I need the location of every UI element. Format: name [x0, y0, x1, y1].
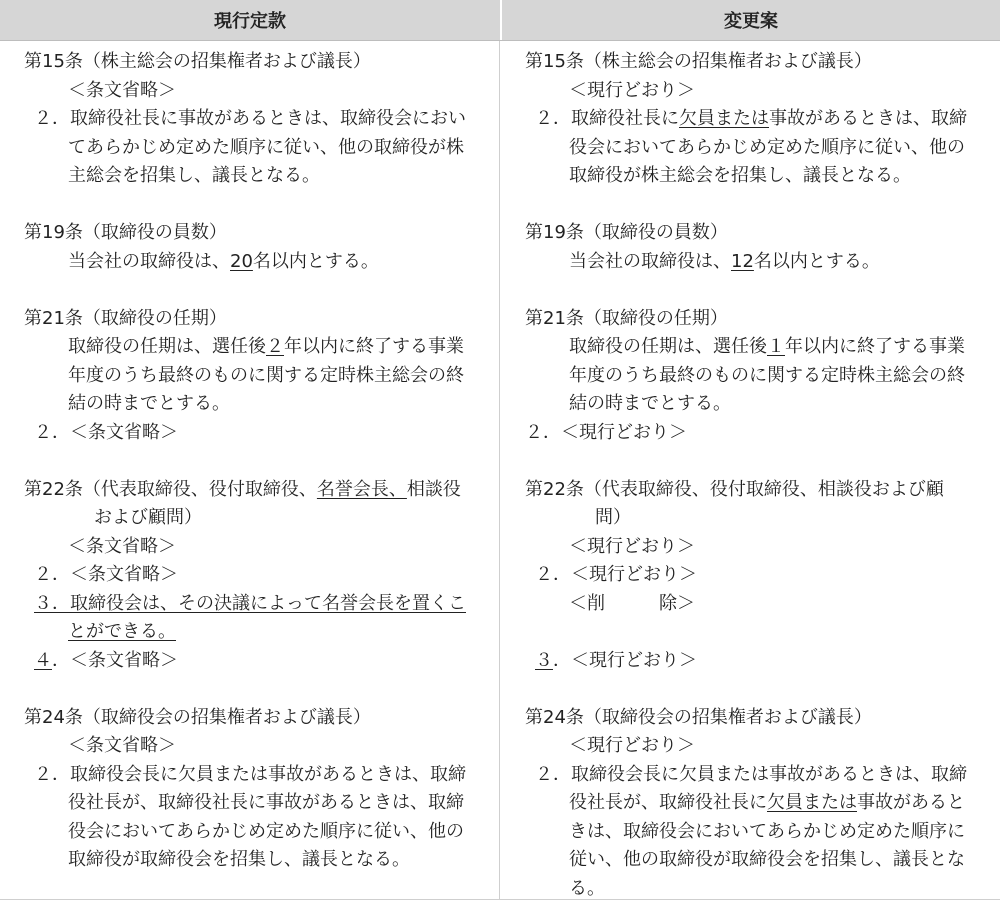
article-21-body-line-3: 結の時までとする。: [68, 393, 230, 414]
item-number: ２．: [535, 108, 571, 129]
article-21-item-2: ２．＜現行どおり＞: [525, 421, 687, 443]
changed-text: 欠員または: [767, 792, 857, 813]
changed-text: ３．取締役会は、その決議によって名誉会長を置くこ: [34, 592, 466, 614]
text-segment: 事故があるときは、取締: [769, 108, 967, 129]
article-22-item-3-line-2: [24, 618, 485, 647]
item-text: ．＜条文省略＞: [52, 649, 178, 671]
text-segment: 当会社の取締役は、: [68, 250, 230, 272]
article-22-item-4: [24, 647, 485, 676]
article-22-deleted: ＜削 除＞: [569, 592, 695, 614]
article-24-item-2-line-4: 従い、他の取締役が取締役会を招集し、議長とな: [569, 849, 965, 870]
changed-text: とができる。: [68, 621, 176, 642]
article-22-item-3: [525, 647, 986, 676]
article-22-item-2: [24, 561, 485, 590]
proposed-changes-column: [500, 41, 1000, 899]
article-15-title: 第15条（株主総会の招集権者および議長）: [24, 51, 371, 72]
article-22-title: 第22条（代表取締役、役付取締役、相談役および顧: [525, 478, 944, 500]
text-segment: 当会社の取締役は、: [569, 250, 731, 272]
header-current-articles: 現行定款: [0, 0, 502, 40]
item-text: 取締役会長に欠員または事故があるときは、取締: [571, 763, 967, 785]
text-segment: 事故があると: [857, 792, 965, 813]
text-segment: 取締役の任期は、選任後: [569, 336, 767, 357]
article-15-omitted: ＜条文省略＞: [68, 79, 176, 101]
changed-number: 20: [230, 250, 253, 272]
article-22-title-line-2: 問）: [595, 507, 631, 528]
item-text: 取締役社長に事故があるときは、取締役会におい: [70, 108, 466, 129]
article-24-title: 第24条（取締役会の招集権者および議長）: [24, 706, 371, 728]
article-15-item-2: [525, 105, 986, 134]
text-segment: 年以内に終了する事業: [785, 336, 965, 357]
item-number: ２．: [34, 763, 70, 785]
article-22-item-2: [525, 561, 986, 590]
text-segment: 取締役社長に: [571, 108, 679, 129]
article-21-body-line-2: 年度のうち最終のものに関する定時株主総会の終: [68, 364, 464, 386]
article-24-unchanged: ＜現行どおり＞: [569, 735, 695, 756]
article-24-item-2-line-4: 取締役が取締役会を招集し、議長となる。: [68, 849, 410, 870]
current-articles-column: [0, 41, 500, 899]
article-15-item-2-line-2: てあらかじめ定めた順序に従い、他の取締役が株: [68, 136, 464, 158]
changed-number: ２: [266, 336, 284, 357]
text-segment: 役社長が、取締役社長に: [569, 792, 767, 813]
article-24-item-2-line-3: 役会においてあらかじめ定めた順序に従い、他の: [68, 820, 464, 842]
article-21-item-2: ２．＜条文省略＞: [34, 421, 178, 443]
changed-text: 欠員または: [679, 108, 769, 129]
table-header: [0, 0, 1000, 41]
article-15-title: 第15条（株主総会の招集権者および議長）: [525, 51, 872, 72]
changed-number: １: [767, 336, 785, 357]
article-15-unchanged: ＜現行どおり＞: [569, 79, 695, 101]
article-15-item-2-line-3: 主総会を招集し、議長となる。: [68, 165, 320, 186]
article-22-title-line-2: および顧問）: [94, 507, 202, 528]
item-number: ２．: [535, 564, 571, 585]
article-24-title: 第24条（取締役会の招集権者および議長）: [525, 706, 872, 728]
article-21-title: 第21条（取締役の任期）: [24, 307, 227, 329]
article-24-item-2-line-3: きは、取締役会においてあらかじめ定めた順序に: [569, 820, 965, 842]
changed-number: ３: [535, 649, 553, 671]
item-number: ２．: [34, 108, 70, 129]
header-proposed-changes: 変更案: [724, 11, 778, 32]
article-24-item-2: [525, 761, 986, 790]
text-segment: 第22条（代表取締役、役付取締役、: [24, 478, 317, 500]
article-24-item-2-line-2: 役社長が、取締役社長に事故があるときは、取締: [68, 792, 464, 813]
changed-text: 名誉会長、: [316, 478, 407, 500]
article-22-omitted: ＜条文省略＞: [68, 535, 176, 557]
article-21-body-line-1: [525, 333, 986, 362]
article-15-item-2: [24, 105, 485, 134]
text-segment: 年以内に終了する事業: [284, 336, 464, 357]
article-24-item-2-line-5: る。: [569, 877, 605, 899]
article-21-body-line-3: 結の時までとする。: [569, 393, 731, 414]
text-segment: 名以内とする。: [252, 250, 379, 272]
table-body: [0, 41, 1000, 900]
item-number: ２．: [535, 763, 571, 785]
text-segment: 相談役: [406, 478, 461, 500]
item-text: ＜条文省略＞: [70, 564, 178, 585]
article-24-item-2-line-2: [525, 789, 986, 818]
text-segment: 名以内とする。: [753, 250, 880, 272]
article-19-title: 第19条（取締役の員数）: [24, 222, 227, 243]
changed-number: ４: [34, 649, 52, 671]
article-22-item-3: [24, 590, 485, 619]
item-text: ＜現行どおり＞: [571, 564, 697, 585]
article-22-unchanged: ＜現行どおり＞: [569, 535, 695, 557]
text-segment: 取締役の任期は、選任後: [68, 336, 266, 357]
item-text: ．＜現行どおり＞: [553, 649, 697, 671]
article-19-body: [525, 248, 986, 277]
article-15-item-2-line-2: 役会においてあらかじめ定めた順序に従い、他の: [569, 136, 965, 158]
article-21-body-line-2: 年度のうち最終のものに関する定時株主総会の終: [569, 364, 965, 386]
item-number: ２．: [34, 564, 70, 585]
article-15-item-2-line-3: 取締役が株主総会を招集し、議長となる。: [569, 165, 911, 186]
changed-number: 12: [731, 250, 754, 272]
article-21-body-line-1: [24, 333, 485, 362]
article-19-body: [24, 248, 485, 277]
article-22-title: [24, 476, 485, 505]
article-19-title: 第19条（取締役の員数）: [525, 222, 728, 243]
item-text: 取締役会長に欠員または事故があるときは、取締: [70, 763, 466, 785]
article-24-omitted: ＜条文省略＞: [68, 735, 176, 756]
article-21-title: 第21条（取締役の任期）: [525, 307, 728, 329]
article-24-item-2: [24, 761, 485, 790]
